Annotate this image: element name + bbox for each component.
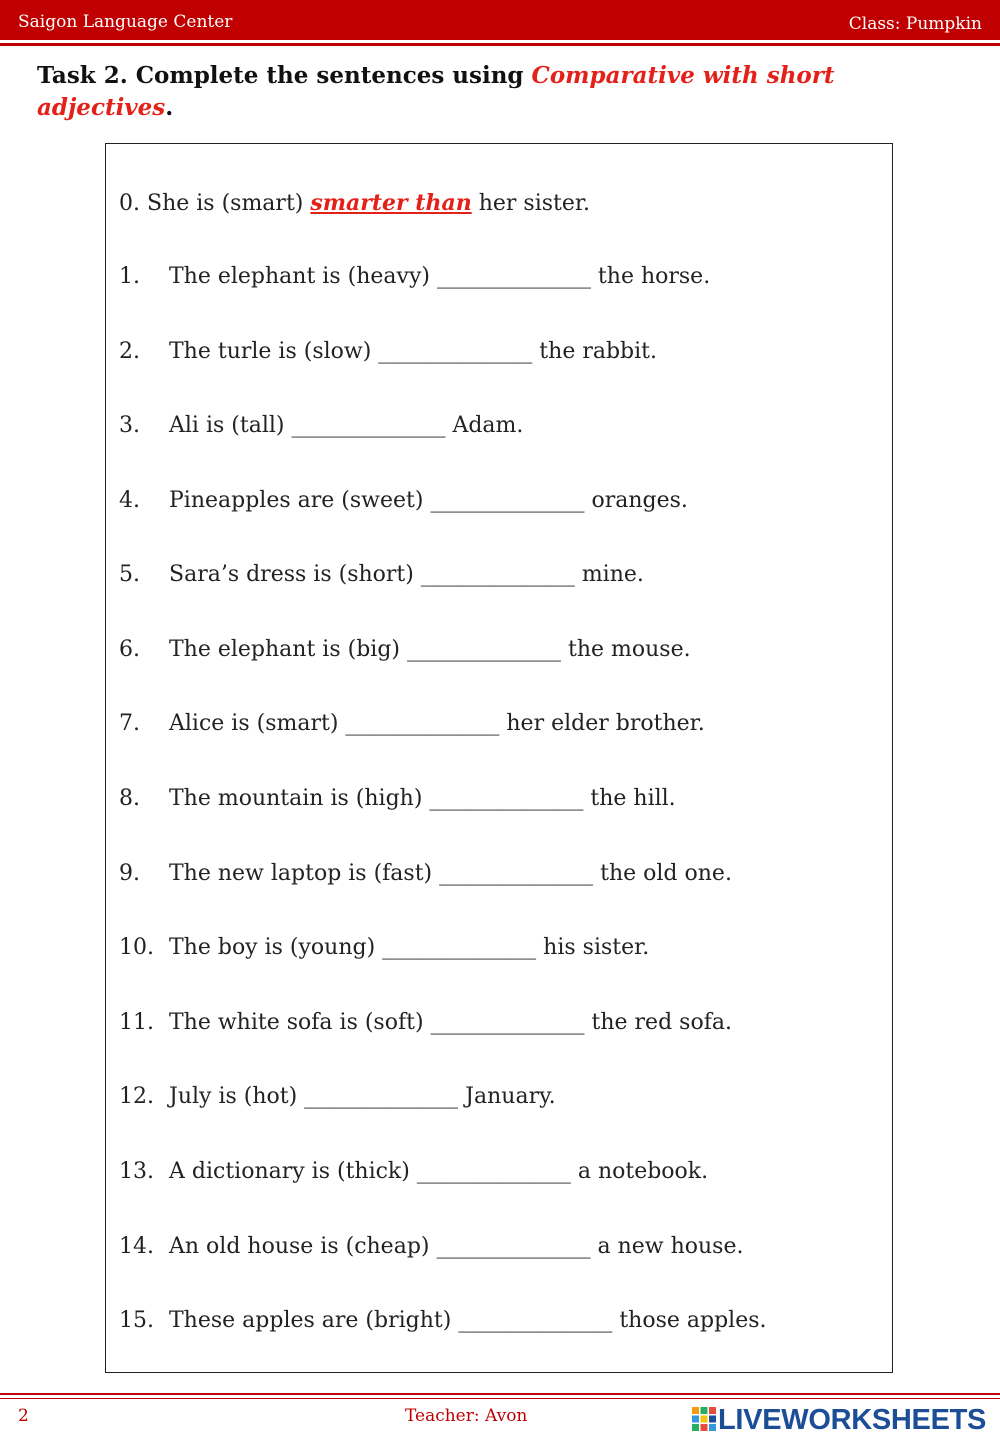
sentence-6[interactable] — [119, 635, 691, 665]
sentence-text: Pineapples are (sweet) ______________ oranges. — [169, 488, 688, 513]
sentence-number: 3. — [119, 413, 140, 438]
sentence-number: 4. — [119, 488, 140, 513]
sentence-text: The turle is (slow) ______________ the rabbit. — [169, 339, 657, 364]
sentence-number: 8. — [119, 786, 140, 811]
sentence-text: The mountain is (high) ______________ the hill. — [169, 786, 676, 811]
sentence-number: 13. — [119, 1159, 154, 1184]
sentence-5[interactable] — [119, 560, 644, 590]
exercise-box — [105, 143, 893, 1373]
header-rule — [0, 43, 1000, 46]
footer-rule — [0, 1393, 1000, 1395]
sentence-13[interactable] — [119, 1157, 708, 1187]
sentence-text: The elephant is (heavy) ______________ the horse. — [169, 264, 711, 289]
example-sentence — [119, 188, 590, 218]
sentence-text: Ali is (tall) ______________ Adam. — [169, 413, 524, 438]
sentence-7[interactable] — [119, 709, 705, 739]
page-number: 2 — [18, 1406, 29, 1426]
brand-name: LIVEWORKSHEETS — [718, 1404, 987, 1436]
sentence-number: 5. — [119, 562, 140, 587]
task-title — [37, 60, 937, 124]
sentence-text: An old house is (cheap) ______________ a new house. — [169, 1234, 744, 1259]
liveworksheets-grid-icon — [692, 1407, 716, 1431]
sentence-text: The boy is (young) ______________ his sister. — [169, 935, 650, 960]
sentence-15[interactable] — [119, 1306, 767, 1336]
sentence-4[interactable] — [119, 486, 688, 516]
sentence-text: The white sofa is (soft) ______________ the red sofa. — [169, 1010, 732, 1035]
sentence-number: 11. — [119, 1010, 154, 1035]
sentence-number: 2. — [119, 339, 140, 364]
sentence-text: The elephant is (big) ______________ the mouse. — [169, 637, 691, 662]
footer-rule-thin — [0, 1398, 1000, 1399]
sentence-number: 1. — [119, 264, 140, 289]
sentence-text: Sara’s dress is (short) ______________ mine. — [169, 562, 644, 587]
sentence-text: These apples are (bright) ______________ those apples. — [169, 1308, 767, 1333]
sentence-1[interactable] — [119, 262, 710, 292]
task-title-suffix: . — [165, 94, 174, 121]
teacher-name: Teacher: Avon — [405, 1406, 528, 1426]
sentence-8[interactable] — [119, 784, 676, 814]
example-after: her sister. — [478, 191, 590, 216]
sentence-text: A dictionary is (thick) ______________ a notebook. — [169, 1159, 709, 1184]
class-name: Class: Pumpkin — [848, 14, 982, 34]
sentence-number: 9. — [119, 861, 140, 886]
sentence-11[interactable] — [119, 1008, 732, 1038]
school-name: Saigon Language Center — [18, 12, 233, 32]
example-answer: smarter than — [310, 190, 472, 216]
sentence-3[interactable] — [119, 411, 523, 441]
sentence-text: The new laptop is (fast) ______________ the old one. — [169, 861, 732, 886]
sentence-number: 7. — [119, 711, 140, 736]
sentence-text: Alice is (smart) ______________ her elder brother. — [169, 711, 705, 736]
task-title-prefix: Task 2. Complete the sentences using — [37, 62, 532, 89]
example-before: She is (smart) — [147, 191, 304, 216]
sentence-number: 12. — [119, 1084, 154, 1109]
sentence-10[interactable] — [119, 933, 649, 963]
sentence-text: July is (hot) ______________ January. — [169, 1084, 556, 1109]
sentence-9[interactable] — [119, 859, 732, 889]
sentence-number: 15. — [119, 1308, 154, 1333]
example-number: 0. — [119, 191, 140, 216]
task-title-highlight: Comparative with short adjectives — [37, 62, 835, 121]
sentence-number: 10. — [119, 935, 154, 960]
sentence-12[interactable] — [119, 1082, 556, 1112]
sentence-number: 6. — [119, 637, 140, 662]
sentence-14[interactable] — [119, 1232, 743, 1262]
sentence-number: 14. — [119, 1234, 154, 1259]
sentence-2[interactable] — [119, 337, 657, 367]
